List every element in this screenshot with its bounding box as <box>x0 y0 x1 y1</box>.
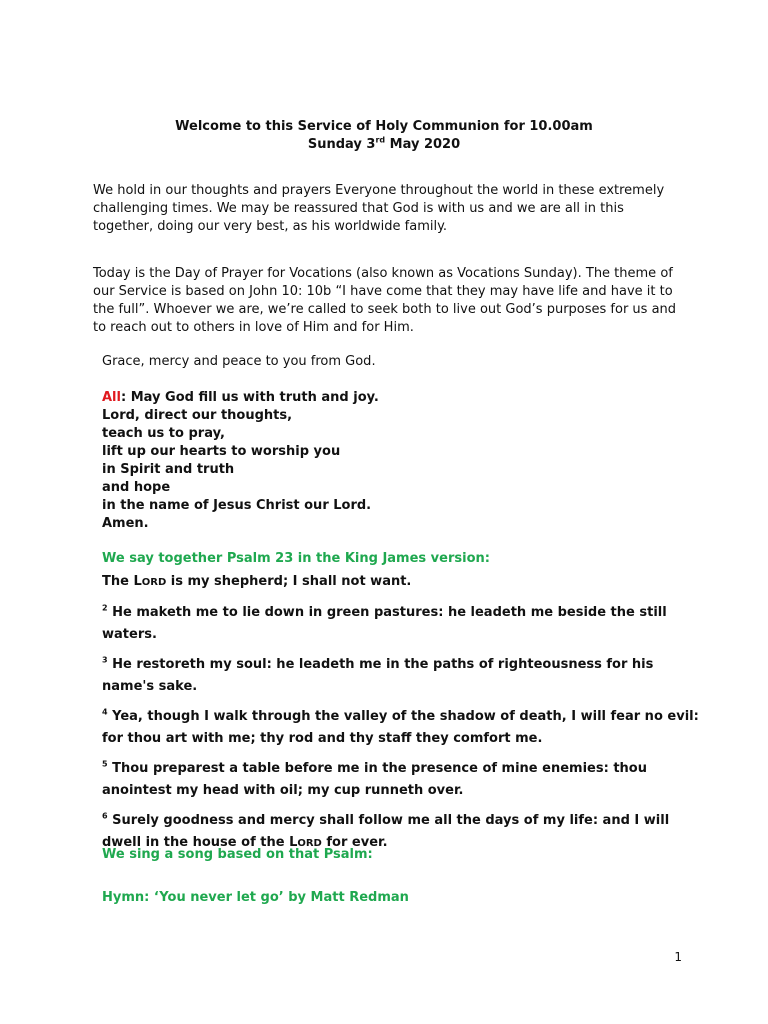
psalm-verse <box>102 602 702 646</box>
psalm-verse <box>102 571 702 594</box>
response-line: in Spirit and truth <box>102 462 235 477</box>
verse-text: is my shepherd; I shall not want. <box>166 574 412 589</box>
intro-paragraph: We hold in our thoughts and prayers Everyone throughout the world in these extremely challenging times. We may be reassured that God is with us and we are all in this together, doing our very best, as his worldwide family. <box>93 183 665 234</box>
response-text: : May God fill us with truth and joy. <box>120 390 379 405</box>
verse-text: Surely goodness and mercy shall follow me all the days of my life: and I will dwell in the house of the L <box>102 813 670 850</box>
date-ordinal: rd <box>375 135 386 145</box>
verse-text: He maketh me to lie down in green pastures: he leadeth me beside the still waters. <box>102 605 667 642</box>
hymn-title: Hymn: ‘You never let go’ by Matt Redman <box>102 890 409 905</box>
response-line: teach us to pray, <box>102 426 225 441</box>
verse-number: 5 <box>102 759 108 769</box>
response-line: lift up our hearts to worship you <box>102 444 341 459</box>
small-caps-lord: ORD <box>297 838 322 849</box>
verse-number: 2 <box>102 603 108 613</box>
response-line: Lord, direct our thoughts, <box>102 408 293 423</box>
small-caps-lord: ORD <box>141 577 167 588</box>
verse-text: The L <box>102 574 142 589</box>
verse-number: 4 <box>102 707 108 717</box>
psalm-intro-rubric: We say together Psalm 23 in the King James version: <box>102 551 490 566</box>
verse-text: He restoreth my soul: he leadeth me in the paths of righteousness for his name's sake. <box>102 657 654 694</box>
response-line <box>102 389 702 407</box>
page-number: 1 <box>674 950 682 964</box>
psalm-verse <box>102 758 702 802</box>
verse-text: for ever. <box>321 835 388 850</box>
verse-number: 6 <box>102 811 108 821</box>
vocations-paragraph: Today is the Day of Prayer for Vocations (also known as Vocations Sunday). The theme of our Service is based on John 10: 10b “I have come that they may have life and have it to the full”. Whoever we are, we’re called to seek both to live out God’s purposes for us and to reach out to others in love of Him and for Him. <box>93 266 677 335</box>
response-speaker: All <box>102 390 121 405</box>
response-line: in the name of Jesus Christ our Lord. <box>102 498 372 513</box>
response-line: and hope <box>102 480 171 495</box>
service-title: Welcome to this Service of Holy Communion for 10.00am <box>175 119 593 134</box>
service-date <box>0 136 768 154</box>
date-day: Sunday 3 <box>307 137 376 152</box>
verse-text: Yea, though I walk through the valley of the shadow of death, I will fear no evil: for thou art with me; thy rod and thy staff they comfort me. <box>102 709 699 746</box>
psalm-23 <box>102 571 702 855</box>
song-intro-rubric: We sing a song based on that Psalm: <box>102 847 373 862</box>
response-line: Amen. <box>102 516 149 531</box>
greeting: Grace, mercy and peace to you from God. <box>102 354 376 369</box>
service-heading <box>0 118 768 154</box>
psalm-verse <box>102 706 702 750</box>
verse-text: Thou preparest a table before me in the presence of mine enemies: thou anointest my head with oil; my cup runneth over. <box>102 761 647 798</box>
psalm-verse <box>102 654 702 698</box>
verse-number: 3 <box>102 655 108 665</box>
congregation-response <box>102 389 702 533</box>
date-month-year: May 2020 <box>385 137 461 152</box>
